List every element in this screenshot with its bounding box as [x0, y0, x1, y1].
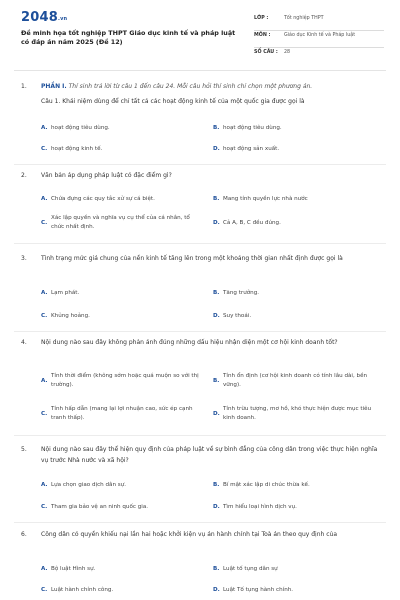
part-instruction: Thí sinh trả lời từ câu 1 đến câu 24. Mỗi câu hỏi thí sinh chỉ chọn một phương án.	[68, 83, 313, 90]
question-text: Tình trạng mức giá chung của nền kinh tế tăng lên trong một khoảng thời gian nhất định được gọi là	[41, 255, 343, 262]
option-letter: B.	[213, 566, 220, 572]
option-text: Luật tố tụng dân sự	[223, 566, 278, 572]
option-text: Lạm phát.	[51, 290, 80, 296]
question-text: Công dân có quyền khiếu nại lần hai hoặc khởi kiện vụ án hành chính tại Toà án theo quy định của	[41, 531, 338, 538]
option-text: Tính hấp dẫn (mang lại lợi nhuận cao, sức ép cạnh tranh thấp).	[51, 406, 193, 421]
info-value: 28	[284, 50, 291, 55]
option-text: Chứa đựng các quy tắc xử sự cá biệt.	[51, 196, 155, 202]
part-heading	[41, 82, 386, 93]
info-row-subject	[254, 31, 384, 48]
question-number: 4.	[21, 339, 27, 346]
option-text: Cả A, B, C đều đúng.	[223, 220, 281, 226]
option-letter: D.	[213, 504, 220, 510]
option-text: Luật hành chính công.	[51, 587, 114, 593]
option-letter: A.	[41, 196, 48, 202]
option-text: Tham gia bảo vệ an ninh quốc gia.	[51, 504, 149, 510]
info-value: Tốt nghiệp THPT	[284, 16, 324, 21]
option-text: Tăng trưởng.	[223, 290, 260, 296]
info-label: MÔN :	[254, 33, 271, 38]
option-letter: C.	[41, 587, 48, 593]
site-logo[interactable]	[21, 10, 67, 25]
option-letter: A.	[41, 125, 48, 131]
document-header	[0, 0, 400, 66]
question-separator	[14, 522, 386, 523]
option-text: Xác lập quyền và nghĩa vụ cụ thể của cá nhân, tổ chức nhất định.	[51, 215, 190, 230]
option-letter: C.	[41, 504, 48, 510]
option-text: Luật Tố tụng hành chính.	[223, 587, 294, 593]
question-text: Nội dung nào sau đây thể hiện quy định của pháp luật về sự bình đẳng của công dân trong việc thực hiện nghĩa vụ trước Nhà nước và xã hội?	[41, 446, 378, 464]
question-number: 1.	[21, 83, 27, 90]
option-letter: D.	[213, 146, 220, 152]
header-divider	[14, 70, 386, 71]
logo-suffix: .vn	[57, 16, 68, 22]
option-text: Lựa chọn giao dịch dân sự.	[51, 482, 127, 488]
option-letter: B.	[213, 196, 220, 202]
option-letter: A.	[41, 378, 48, 384]
question-number: 5.	[21, 446, 27, 453]
logo-text: 2048	[21, 10, 58, 25]
option-text: Tính ổn định (cơ hội kinh doanh có tính lâu dài, bền vững).	[223, 373, 368, 388]
info-label: SỐ CÂU :	[254, 50, 278, 55]
question-number: 6.	[21, 531, 27, 538]
option-text: Bộ luật Hình sự.	[51, 566, 96, 572]
option-letter: D.	[213, 411, 220, 417]
option-text: Tính thời điểm (không sớm hoặc quá muộn so với thị trường).	[51, 373, 199, 388]
option-letter: C.	[41, 220, 48, 226]
option-text: hoạt động sản xuất.	[223, 146, 280, 152]
document-info-table	[254, 14, 384, 65]
option-letter: A.	[41, 482, 48, 488]
question-text: Văn bản áp dụng pháp luật có đặc điểm gì?	[41, 172, 172, 179]
option-text: Khủng hoảng.	[51, 313, 90, 319]
option-letter: C.	[41, 313, 48, 319]
option-letter: B.	[213, 378, 220, 384]
option-letter: D.	[213, 220, 220, 226]
option-letter: B.	[213, 290, 220, 296]
option-text: hoạt động tiêu dùng.	[51, 125, 110, 131]
option-letter: D.	[213, 587, 220, 593]
info-label: LỚP :	[254, 16, 269, 21]
question-separator	[14, 164, 386, 165]
option-text: Tính trừu tượng, mơ hồ, khó thực hiện được mục tiêu kinh doanh.	[223, 406, 372, 421]
info-row-question-count	[254, 48, 384, 65]
info-row-class	[254, 14, 384, 31]
document-title: Đề minh họa tốt nghiệp THPT Giáo dục kinh tế và pháp luật có đáp án năm 2025 (Đề 12)	[21, 29, 236, 46]
option-letter: A.	[41, 566, 48, 572]
option-letter: C.	[41, 411, 48, 417]
option-letter: B.	[213, 125, 220, 131]
option-letter: C.	[41, 146, 48, 152]
question-separator	[14, 331, 386, 332]
question-separator	[14, 243, 386, 244]
option-text: hoạt động tiêu dùng.	[223, 125, 282, 131]
option-letter: D.	[213, 313, 220, 319]
option-text: Bí mật xác lập di chúc thừa kế.	[223, 482, 310, 488]
question-separator	[14, 435, 386, 436]
option-text: Tìm hiểu loại hình dịch vụ.	[223, 504, 297, 510]
info-value: Giáo dục Kinh tế và Pháp luật	[284, 33, 356, 38]
question-number: 2.	[21, 172, 27, 179]
question-number: 3.	[21, 255, 27, 262]
option-text: hoạt động kinh tế.	[51, 146, 103, 152]
option-letter: A.	[41, 290, 48, 296]
question-text: Nội dung nào sau đây không phản ánh đúng những dấu hiệu nhận diện một cơ hội kinh doanh tốt?	[41, 339, 338, 346]
question-text: Câu 1. Khái niệm dùng để chỉ tất cả các hoạt động kinh tế của một quốc gia được gọi là	[41, 98, 305, 105]
option-letter: B.	[213, 482, 220, 488]
part-label: PHẦN I.	[41, 83, 67, 90]
option-text: Suy thoái.	[223, 313, 252, 319]
option-text: Mang tính quyền lực nhà nước	[223, 196, 308, 202]
